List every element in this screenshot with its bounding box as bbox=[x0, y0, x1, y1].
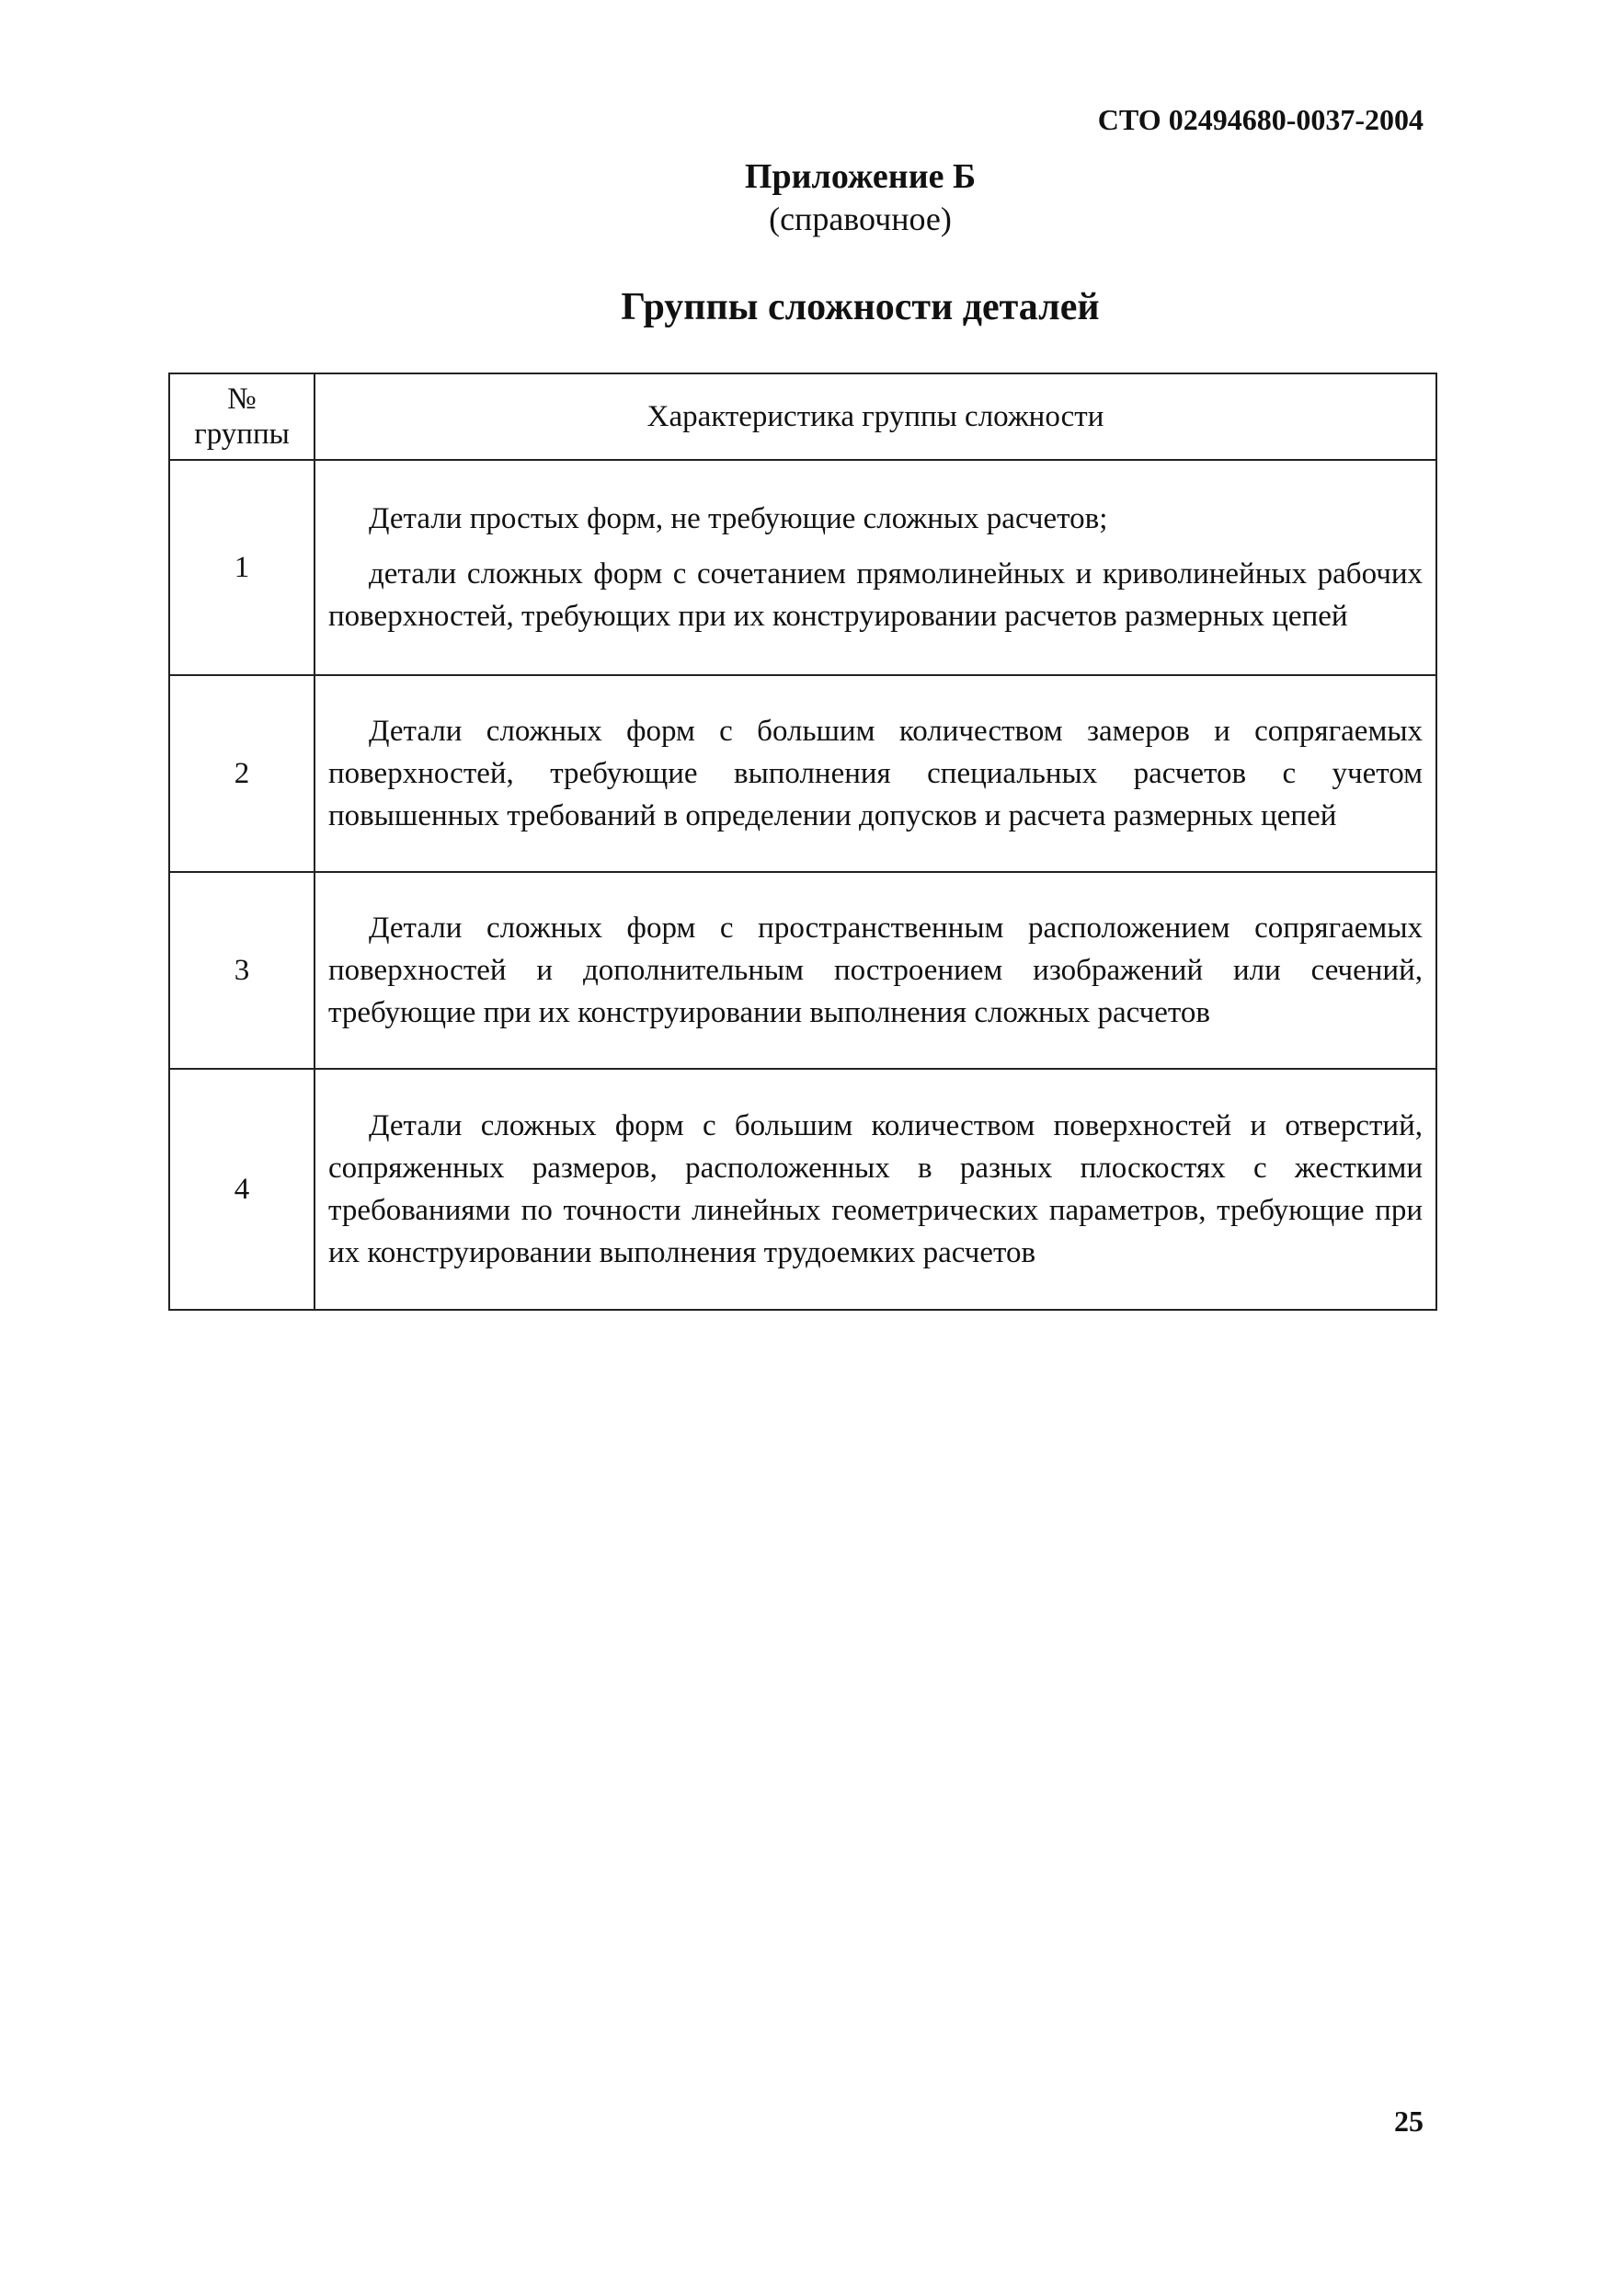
group-description bbox=[315, 1069, 1436, 1310]
table-row bbox=[169, 1069, 1436, 1310]
group-number: 3 bbox=[169, 872, 315, 1069]
column-header-number bbox=[169, 373, 315, 460]
table-row bbox=[169, 675, 1436, 872]
description-paragraph: Детали сложных форм с большим количеством поверхностей и отверстий, сопряженных размеров, расположенных в разных плоскостях с жесткими требованиями по точности линейных геометрических параметров, требующие при их конструировании выполнения трудоемких расчетов bbox=[328, 1109, 1423, 1269]
description-paragraph: детали сложных форм с сочетанием прямолинейных и криволинейных рабочих поверхностей, требующих при их конструировании расчетов размерных цепей bbox=[328, 557, 1423, 633]
table-row bbox=[169, 460, 1436, 675]
column-header-description: Характеристика группы сложности bbox=[315, 373, 1436, 460]
group-description bbox=[315, 460, 1436, 675]
group-number: 1 bbox=[169, 460, 315, 675]
description-paragraph: Детали сложных форм с пространственным расположением сопрягаемых поверхностей и дополнительным построением изображений или сечений, требующие при их конструировании выполнения сложных расчетов bbox=[328, 912, 1423, 1029]
appendix-title: Приложение Б bbox=[744, 157, 977, 196]
group-description bbox=[315, 872, 1436, 1069]
group-number: 2 bbox=[169, 675, 315, 872]
table-row bbox=[169, 872, 1436, 1069]
description-paragraph: Детали сложных форм с большим количеством замеров и сопрягаемых поверхностей, требующие выполнения специальных расчетов с учетом повышенных требований в определении допусков и расчета размерных цепей bbox=[328, 715, 1423, 832]
column-header-number-label: группы bbox=[194, 418, 290, 451]
table-header-row bbox=[169, 373, 1436, 460]
group-description bbox=[315, 675, 1436, 872]
appendix-subtitle: (справочное) bbox=[769, 201, 952, 237]
page-number: 25 bbox=[1394, 2105, 1424, 2138]
description-paragraph: Детали простых форм, не требующие сложных расчетов; bbox=[369, 502, 1108, 535]
column-header-number-symbol: № bbox=[227, 383, 257, 416]
document-code: СТО 02494680-0037-2004 bbox=[1097, 103, 1424, 136]
complexity-groups-table bbox=[168, 373, 1437, 1311]
table-title: Группы сложности деталей bbox=[621, 286, 1100, 328]
group-number: 4 bbox=[169, 1069, 315, 1310]
